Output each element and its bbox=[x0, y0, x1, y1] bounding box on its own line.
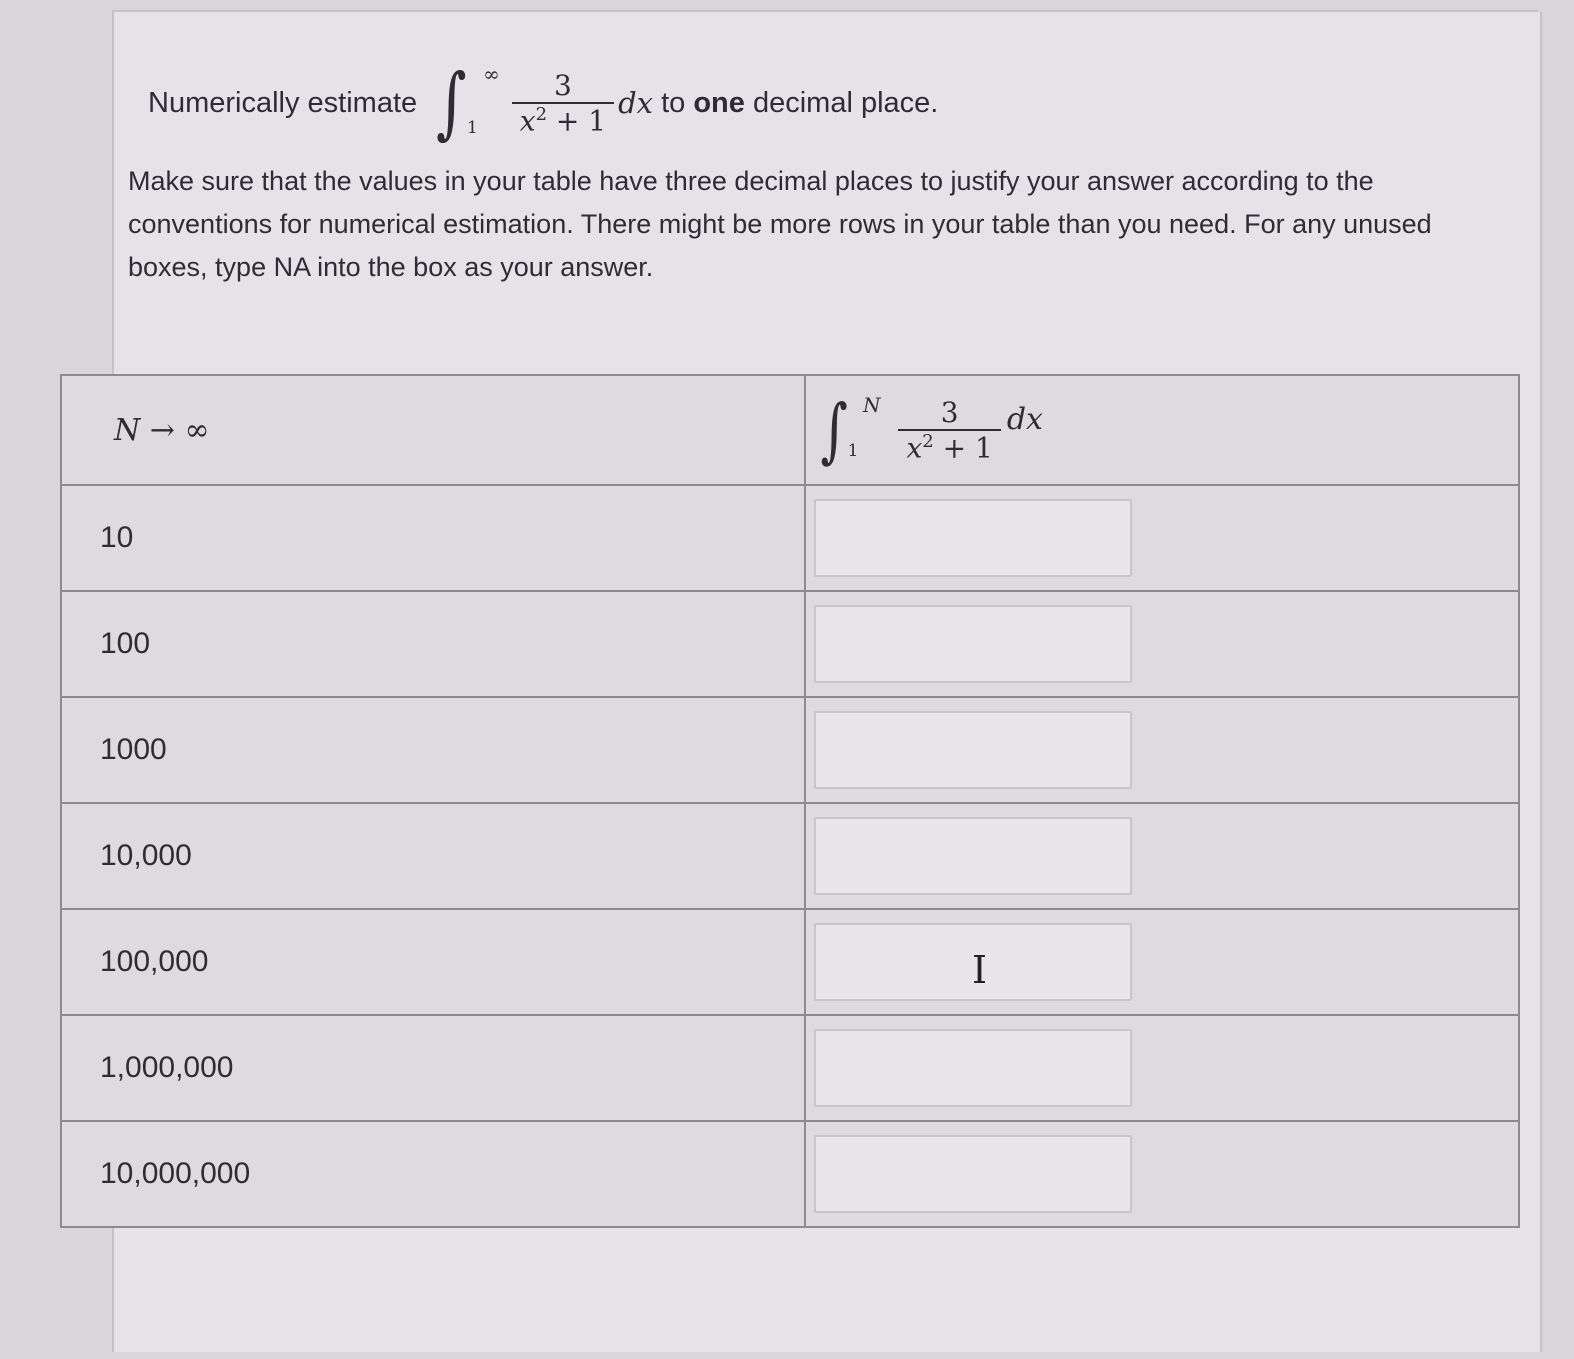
row-n-value: 10,000,000 bbox=[61, 1121, 805, 1227]
header-numerator: 3 bbox=[940, 395, 959, 429]
integral-lower-limit: 1 bbox=[466, 118, 478, 138]
row-n-value: 1000 bbox=[61, 697, 805, 803]
header-fraction bbox=[898, 396, 1000, 464]
table-header-row bbox=[61, 375, 1519, 485]
header-lower-limit: 1 bbox=[847, 441, 859, 461]
row-answer-cell bbox=[805, 803, 1519, 909]
integral-upper-limit: ∞ bbox=[483, 62, 500, 86]
differential: dx bbox=[618, 86, 654, 120]
table-row bbox=[61, 909, 1519, 1015]
table-row bbox=[61, 485, 1519, 591]
row-n-value: 100,000 bbox=[61, 909, 805, 1015]
table-row bbox=[61, 591, 1519, 697]
answer-input-10000[interactable] bbox=[814, 817, 1132, 895]
row-answer-cell bbox=[805, 485, 1519, 591]
answer-input-1000[interactable] bbox=[814, 711, 1132, 789]
header-upper-limit: N bbox=[862, 393, 881, 417]
header-integral-symbol bbox=[816, 389, 881, 471]
question-prefix: Numerically estimate bbox=[148, 86, 418, 119]
fraction-denominator: $x^2 + 1$ bbox=[519, 103, 607, 138]
header-denominator: $x^2 + 1$ bbox=[906, 430, 993, 465]
row-n-value: 100 bbox=[61, 591, 805, 697]
table-row bbox=[61, 1121, 1519, 1227]
instructions-text: Make sure that the values in your table have three decimal places to justify your answer according to the conventions for numerical estimation. There might be more rows in your table than you need. For any unused boxes, type NA into the box as your answer. bbox=[128, 166, 1432, 282]
estimation-table bbox=[60, 374, 1520, 1228]
fraction-numerator: 3 bbox=[554, 68, 572, 102]
row-answer-cell bbox=[805, 1121, 1519, 1227]
row-answer-cell bbox=[805, 1015, 1519, 1121]
integral bbox=[431, 58, 500, 148]
question-suffix: to one decimal place. bbox=[653, 86, 939, 119]
answer-input-10[interactable] bbox=[814, 499, 1132, 577]
table-row bbox=[61, 697, 1519, 803]
header-differential: dx bbox=[1006, 401, 1043, 437]
text-cursor-icon: I bbox=[972, 948, 988, 992]
integral-sign-icon: ∫ bbox=[436, 58, 467, 148]
row-n-value: 10,000 bbox=[61, 803, 805, 909]
row-n-value: 1,000,000 bbox=[61, 1015, 805, 1121]
header-n-to-infinity: N → ∞ bbox=[61, 375, 805, 485]
integrand-fraction bbox=[512, 69, 614, 137]
table-row bbox=[61, 1015, 1519, 1121]
integral-sign-icon: ∫ bbox=[820, 389, 848, 471]
answer-input-1000000[interactable] bbox=[814, 1029, 1132, 1107]
question-line bbox=[148, 58, 938, 148]
row-answer-cell bbox=[805, 697, 1519, 803]
answer-input-10000000[interactable] bbox=[814, 1135, 1132, 1213]
table-row bbox=[61, 803, 1519, 909]
row-answer-cell bbox=[805, 909, 1519, 1015]
row-answer-cell bbox=[805, 591, 1519, 697]
header-integral bbox=[805, 375, 1519, 485]
row-n-value: 10 bbox=[61, 485, 805, 591]
answer-input-100[interactable] bbox=[814, 605, 1132, 683]
